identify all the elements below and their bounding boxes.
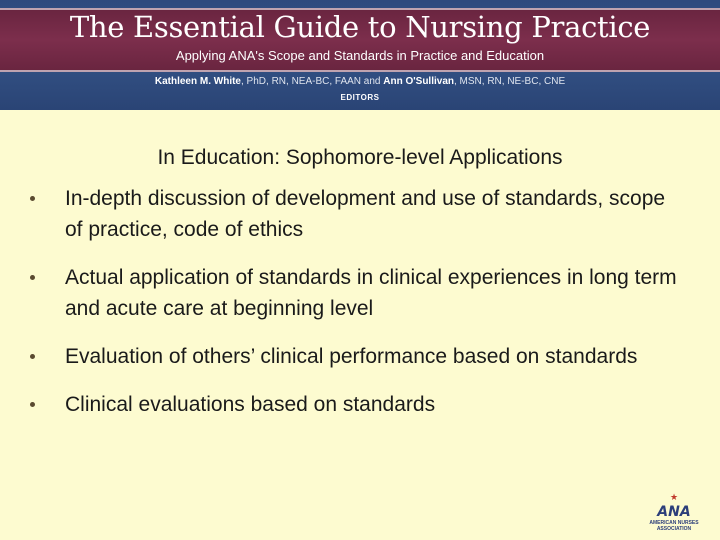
book-subtitle: Applying ANA's Scope and Standards in Practice and Education (175, 48, 545, 63)
bullet-item (30, 341, 680, 372)
logo-mark: ANA (657, 504, 691, 520)
bullet-text: Actual application of standards in clinical experiences in long term and acute care at beginning level (65, 266, 677, 320)
logo-text-line-1: AMERICAN NURSES (649, 520, 699, 526)
star-icon: ★ (670, 492, 679, 502)
bullet-text: Evaluation of others’ clinical performance based on standards (65, 345, 638, 368)
author-2-credentials: , MSN, RN, NE-BC, CNE (454, 76, 566, 87)
and-text: and (361, 76, 384, 87)
bullet-list (30, 183, 680, 437)
bullet-text: Clinical evaluations based on standards (65, 393, 436, 416)
author-2-name: Ann O'Sullivan (383, 76, 454, 87)
authors-line (0, 76, 720, 87)
bullet-text: In-depth discussion of development and use of standards, scope of practice, code of ethics (65, 187, 666, 241)
bullet-icon (30, 196, 35, 201)
editors-label: EDITORS (340, 93, 380, 102)
bullet-icon (30, 402, 35, 407)
bullet-icon (30, 354, 35, 359)
ana-logo (644, 490, 704, 532)
logo-text-line-2: ASSOCIATION (656, 526, 692, 532)
slide-heading: In Education: Sophomore-level Applications (157, 146, 563, 169)
bullet-item (30, 389, 680, 420)
author-1-credentials: , PhD, RN, NEA-BC, FAAN (241, 76, 362, 87)
bullet-icon (30, 275, 35, 280)
book-title: The Essential Guide to Nursing Practice (69, 10, 651, 44)
bullet-item (30, 183, 680, 245)
author-1-name: Kathleen M. White (154, 76, 241, 87)
bullet-item (30, 262, 680, 324)
